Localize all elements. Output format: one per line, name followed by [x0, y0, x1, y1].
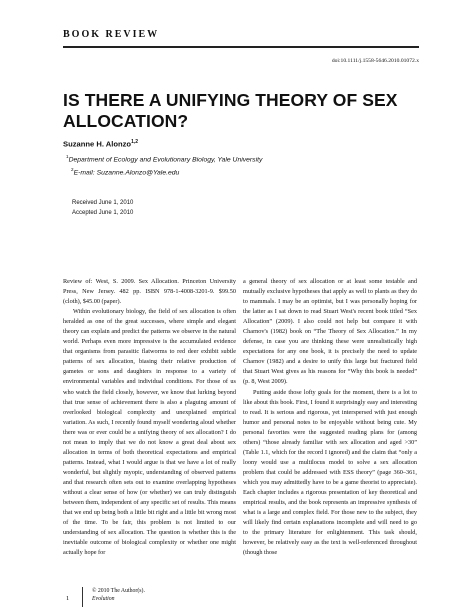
email-line	[66, 165, 262, 178]
email-superscript: 2	[71, 167, 74, 173]
author-name	[63, 139, 138, 149]
article-title: IS THERE A UNIFYING THEORY OF SEX ALLOCATION?	[63, 90, 398, 131]
body-paragraph: Within evolutionary biology, the field of sex allocation is often heralded as one of the great successes, where simple and elegant theory can explain and predict the patterns we observe in the natural world. Perhaps even more impressive is the accumulated evidence that organisms from parasitic flatworms to red deer exhibit subtle patterns of sex allocation, biasing their relative production of gametes or sons and daughters in response to a variety of environmental variables and individual conditions. For those of us who watch the field closely, however, we know that lurking beyond that true sense of achievement there is also a plaguing amount of overlooked biological complexity and unexplained empirical variation. As such, I recently found myself wondering aloud whether there was or ever could be a unifying theory of sex allocation? I do not mean to imply that we do not know a great deal about sex allocation in terms of both theoretical expectations and empirical patterns. Instead, what I would argue is that we have a lot of really wonderful, but slightly myopic, understanding of observed patterns and that research often sets out to examine overlapping hypotheses without a clear sense of how (or whether) we can truly distinguish between them, independent of any specific set of results. This means that we end up being both a little bit right and a little bit wrong most of the time. To be fair, this problem is not limited to our understanding of sex allocation. The question is whether this is the inevitable outcome of biological complexity or whether one might actually hope for	[63, 308, 236, 557]
body-column-left	[63, 277, 236, 558]
journal-name: Evolution	[92, 595, 115, 602]
footer-copyright	[92, 588, 145, 603]
accepted-date: Accepted June 1, 2010	[72, 210, 134, 216]
section-label: BOOK REVIEW	[63, 29, 160, 40]
body-paragraph: a general theory of sex allocation or at least some testable and mutually exclusive hypotheses that apply as well to plants as they do to mammals. I may be an optimist, but I was personally hoping for the latter as I sat down to read Stuart West's recent book titled “Sex Allocation” (2009). I also could not help but compare it with Charnov's (1982) book on “The Theory of Sex Allocation.” In my defense, in case you are thinking these were unrealistically high expectations for any one book, it is precisely the need to update Charnov (1982) and a desire to unify this large but fractured field that Stuart West gives as his reasons for “Why this book is needed” (p. 8, West 2009).	[243, 278, 417, 386]
author-superscript: 1,2	[131, 139, 139, 145]
affiliation-line	[66, 152, 262, 165]
review-citation: Review of: West, S. 2009. Sex Allocation. Princeton University Press, New Jersey. 482 pp. ISBN 978-1-4008-3201-9. $99.50 (cloth), $45.00 (paper).	[63, 278, 236, 306]
email-text[interactable]: E-mail: Suzanne.Alonzo@Yale.edu	[73, 169, 180, 177]
body-paragraph: Putting aside those lofty goals for the moment, there is a lot to like about this book. First, I found it surprisingly easy and interesting to read. It is serious and rigorous, yet interspersed with just enough humor and personal notes to be enjoyable without being cute. My personal favorites were the suggested reading plans for (among others) “those already familiar with sex allocation and aged >30” (Table 1.1, which for the record I ignored) and the claim that “only a loony would use a multilocus model to solve a sex allocation problem that could be addressed with ESS theory” (page 360–361, which you may admittedly have to be a game theorist to appreciate). Each chapter includes a rigorous presentation of key theoretical and empirical results, and the book represents an impressive synthesis of what is a large and complex field. For those new to the subject, they will likely find certain explanations incomplete and will need to go to the primary literature for enlightenment. This task should, however, be relatively easy as the text is well-referenced throughout (though those	[243, 388, 417, 557]
copyright-text: © 2010 The Author(s).	[92, 588, 145, 594]
author-name-text: Suzanne H. Alonzo	[63, 139, 132, 149]
affiliation-text: Department of Ecology and Evolutionary Biology, Yale University	[68, 156, 263, 164]
doi[interactable]: doi:10.1111/j.1558-5646.2010.01072.x	[331, 58, 419, 64]
header-divider	[63, 46, 419, 48]
body-column-right	[243, 277, 417, 558]
article-dates	[72, 198, 133, 218]
affiliations	[66, 152, 262, 179]
received-date: Received June 1, 2010	[72, 200, 134, 206]
page-number: 1	[66, 595, 70, 602]
affiliation-superscript: 1	[66, 154, 69, 159]
footer-divider	[82, 587, 83, 607]
